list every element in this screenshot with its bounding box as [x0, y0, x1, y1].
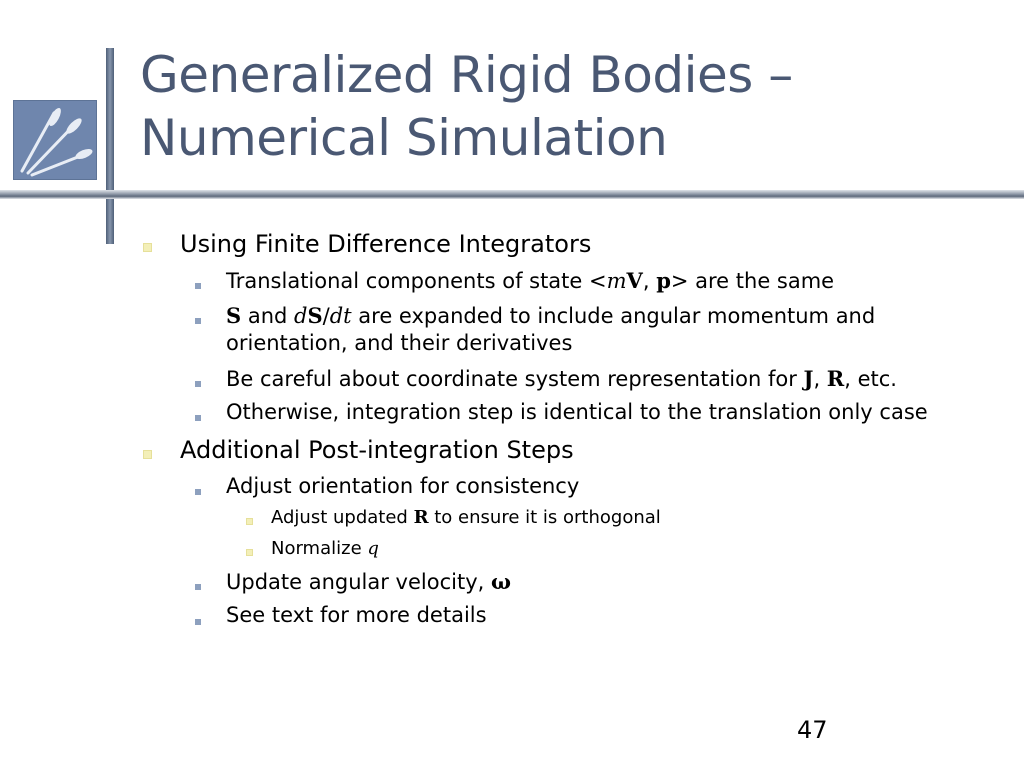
bullet-marker — [195, 318, 201, 324]
bullet-marker — [143, 243, 152, 252]
title-line-1: Generalized Rigid Bodies – — [140, 46, 793, 104]
list-item: Adjust updated R to ensure it is orthogonal — [271, 507, 661, 528]
list-item: Be careful about coordinate system representation for J, R, etc. — [226, 366, 897, 391]
list-item: Normalize q — [271, 538, 379, 559]
list-item: Update angular velocity, ω — [226, 569, 511, 594]
bullet-marker — [195, 619, 201, 625]
bullet-marker — [195, 584, 201, 590]
bullet-marker — [195, 415, 201, 421]
page-number: 47 — [797, 716, 828, 744]
list-item: S and dS/dt are expanded to include angular momentum and — [226, 303, 876, 328]
bullet-marker — [143, 450, 152, 459]
list-item: Using Finite Difference Integrators — [180, 230, 592, 258]
title-vertical-rule — [106, 48, 114, 244]
feather-quill-icon — [13, 100, 97, 180]
list-item: Translational components of state <mV, p> are the same — [226, 268, 835, 293]
list-item: Additional Post-integration Steps — [180, 436, 574, 464]
bullet-marker — [246, 518, 253, 525]
bullet-marker — [195, 381, 201, 387]
bullet-marker — [246, 549, 253, 556]
list-item: Otherwise, integration step is identical to the translation only case — [226, 400, 928, 424]
list-item-continuation: orientation, and their derivatives — [226, 331, 573, 355]
slide-title — [140, 44, 1000, 170]
list-item: Adjust orientation for consistency — [226, 474, 580, 498]
bullet-marker — [195, 283, 201, 289]
list-item: See text for more details — [226, 603, 487, 627]
title-line-2: Numerical Simulation — [140, 109, 668, 167]
title-horizontal-rule — [0, 190, 1024, 199]
bullet-marker — [195, 489, 201, 495]
